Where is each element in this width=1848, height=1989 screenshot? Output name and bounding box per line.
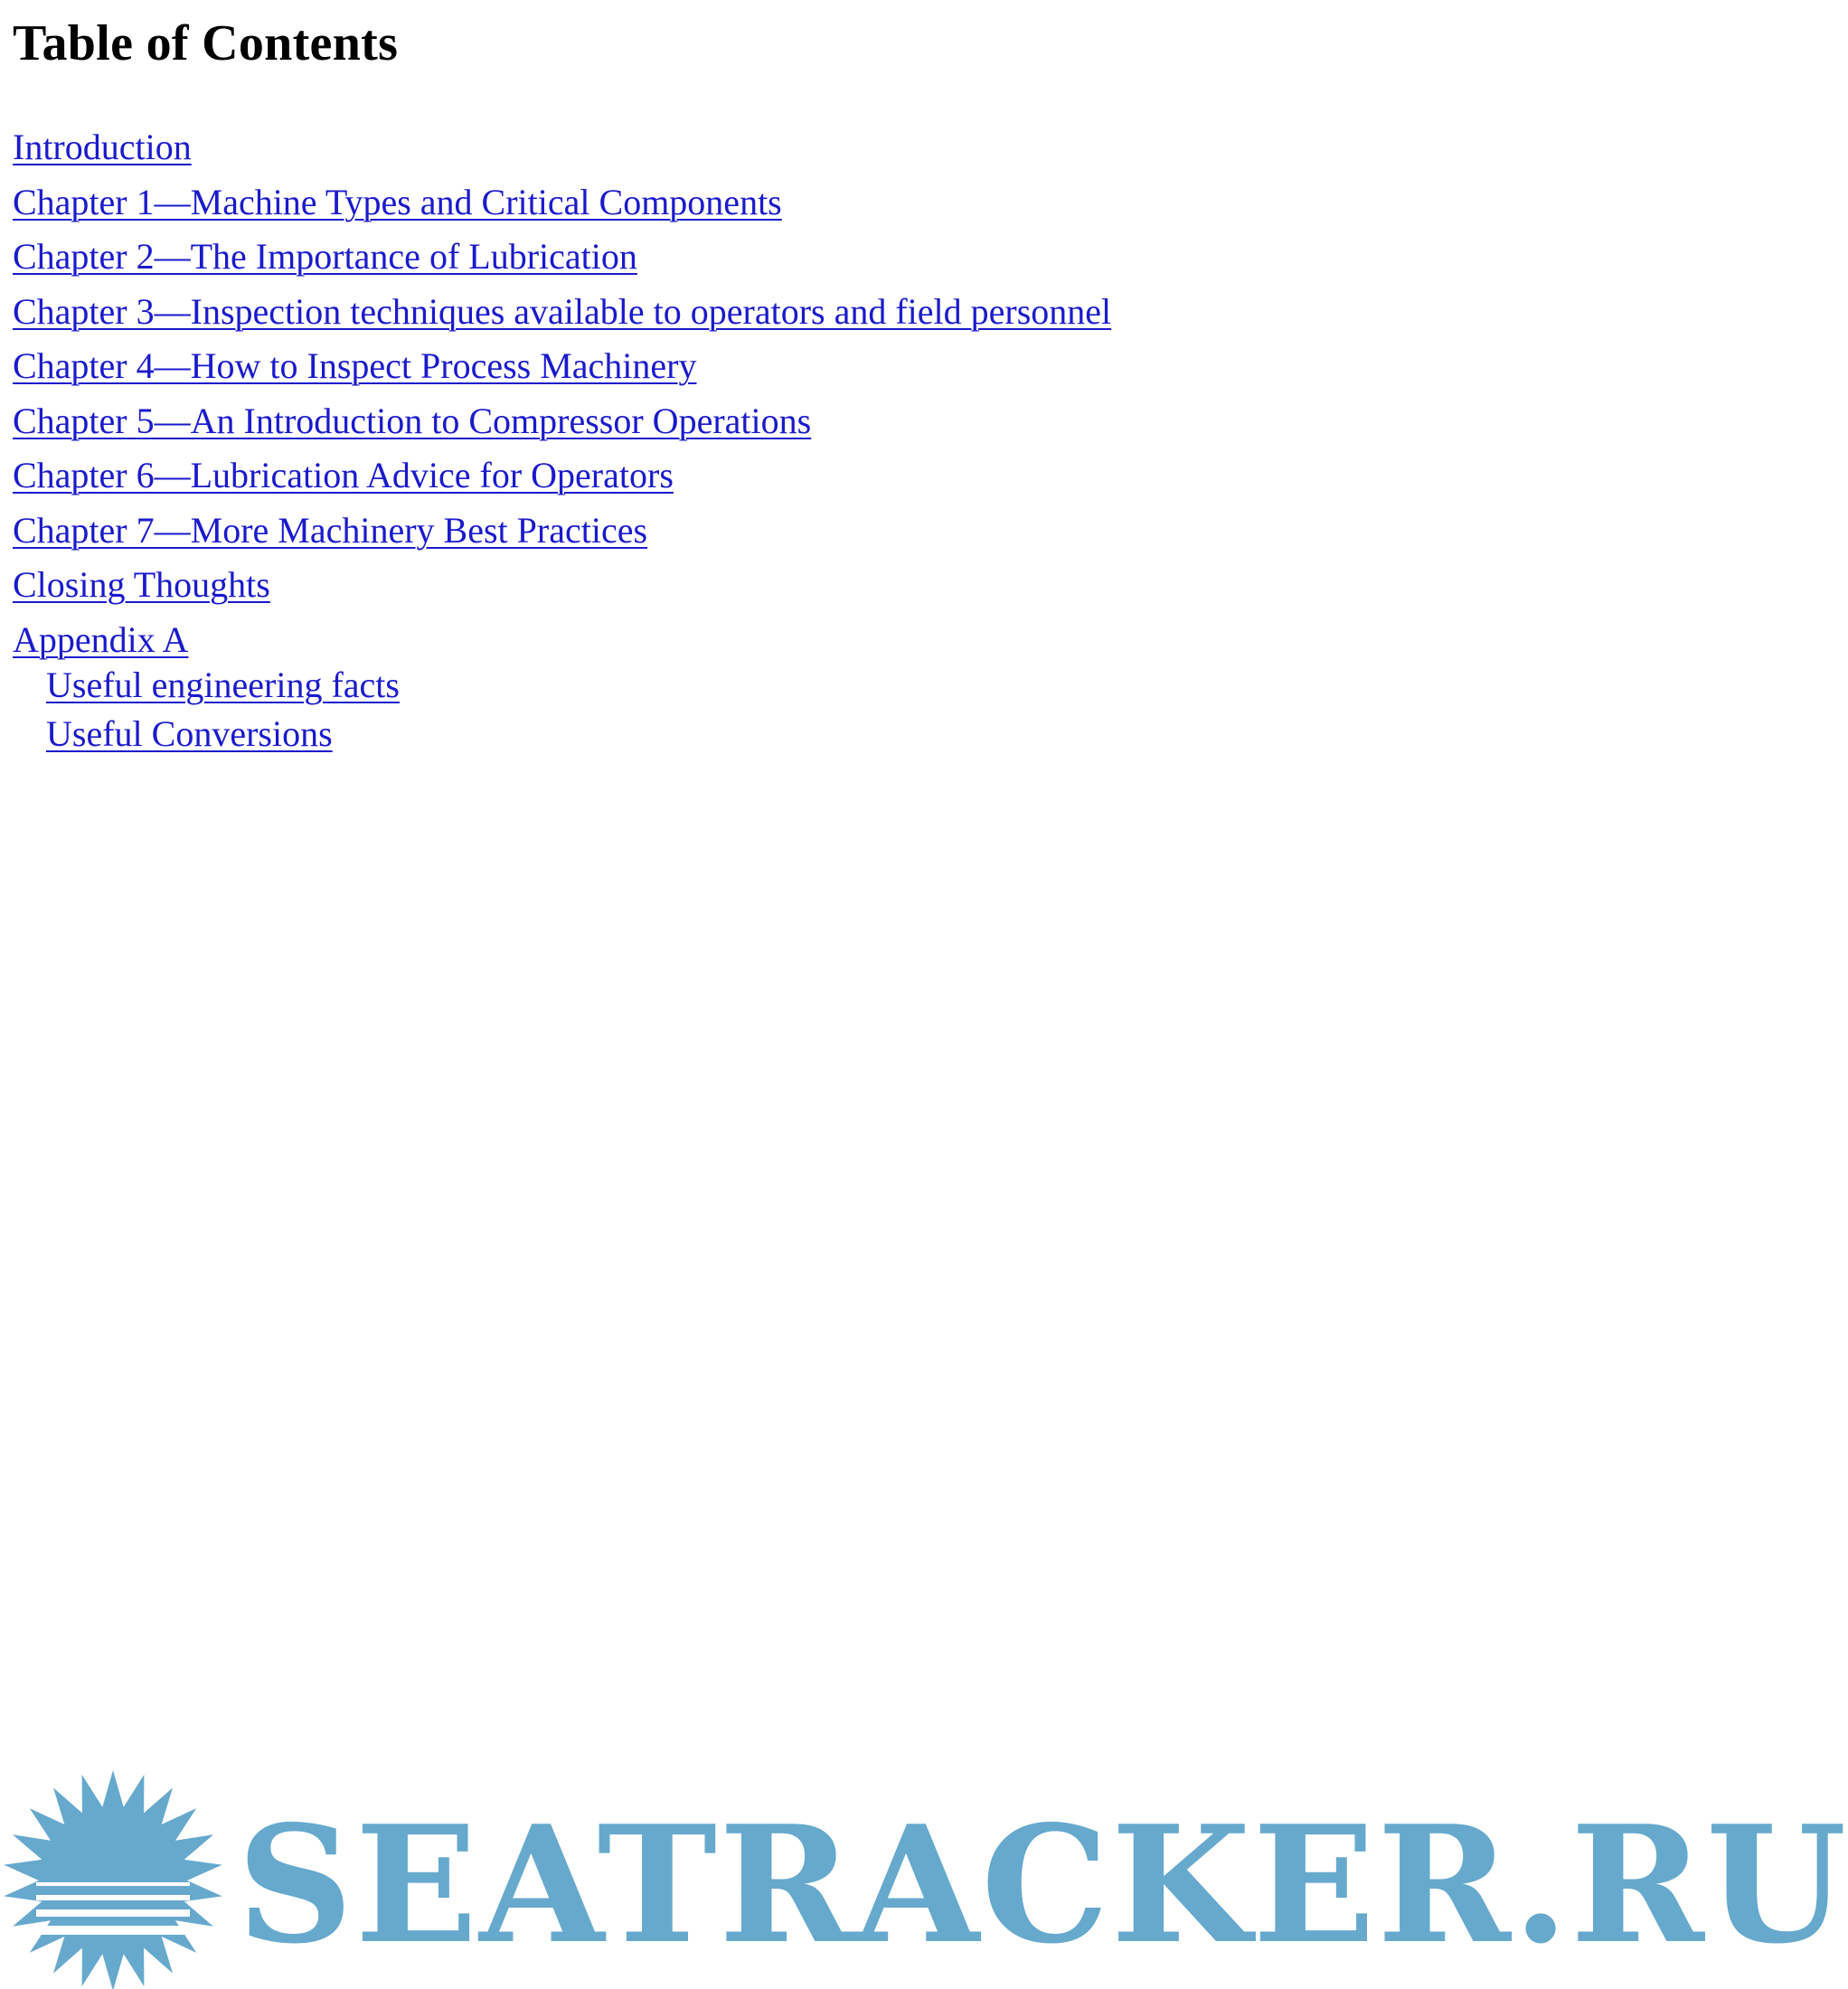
toc-link-useful-engineering-facts[interactable]: Useful engineering facts: [46, 664, 400, 705]
toc-subitem-conversions: [13, 710, 1111, 759]
sun-icon: [4, 1770, 222, 1989]
toc-item-chapter-6: [13, 448, 1111, 503]
toc-item-chapter-7: [13, 503, 1111, 558]
page-title: Table of Contents: [13, 15, 399, 71]
toc-item-chapter-4: [13, 338, 1111, 393]
toc-link-appendix-a[interactable]: Appendix A: [13, 618, 189, 660]
toc-item-chapter-1: [13, 174, 1111, 230]
toc-link-introduction[interactable]: Introduction: [13, 127, 192, 167]
watermark-text: SEATRACKER.RU: [237, 1790, 1848, 1979]
toc-item-chapter-3: [13, 284, 1111, 339]
toc-item-chapter-5: [13, 393, 1111, 448]
toc-item-introduction: [13, 119, 1111, 174]
toc-item-closing-thoughts: [13, 557, 1111, 612]
toc-item-chapter-2: [13, 229, 1111, 284]
toc-link-chapter-1[interactable]: Chapter 1—Machine Types and Critical Components: [13, 181, 782, 222]
toc-link-chapter-6[interactable]: Chapter 6—Lubrication Advice for Operators: [13, 455, 674, 495]
toc-link-chapter-2[interactable]: Chapter 2—The Importance of Lubrication: [13, 236, 637, 277]
toc-link-chapter-5[interactable]: Chapter 5—An Introduction to Compressor Operations: [13, 400, 812, 441]
toc-subitem-engineering-facts: [13, 661, 1111, 711]
toc-item-appendix-a: [13, 612, 1111, 661]
table-of-contents: [13, 119, 1111, 759]
toc-link-chapter-3[interactable]: Chapter 3—Inspection techniques available to operators and field personnel: [13, 290, 1112, 332]
toc-link-closing-thoughts[interactable]: Closing Thoughts: [13, 564, 270, 605]
toc-link-chapter-4[interactable]: Chapter 4—How to Inspect Process Machinery: [13, 345, 697, 386]
toc-link-chapter-7[interactable]: Chapter 7—More Machinery Best Practices: [13, 509, 648, 551]
toc-link-useful-conversions[interactable]: Useful Conversions: [46, 713, 333, 754]
